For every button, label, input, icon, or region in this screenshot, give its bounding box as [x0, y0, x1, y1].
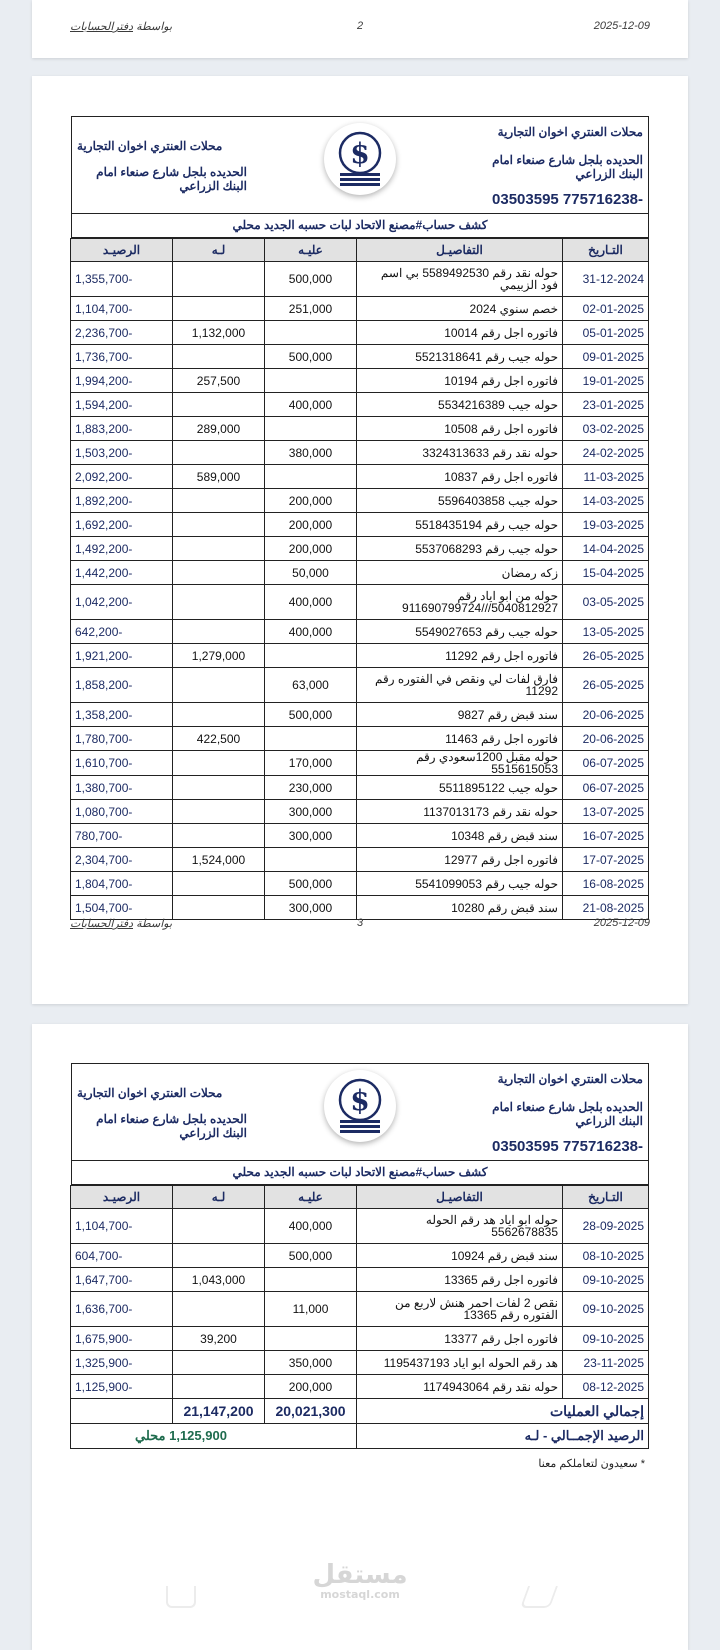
row-balance: -604,700 — [71, 1244, 173, 1268]
company-address-right: الحديده بلجل شارع صنعاء امام البنك الزراعي — [492, 1100, 643, 1128]
row-details: فارق لفات لي ونقص في الفتوره رقم 11292 — [357, 668, 563, 703]
row-debit: 500,000 — [265, 703, 357, 727]
company-address-right: الحديده بلجل شارع صنعاء امام البنك الزراعي — [492, 153, 643, 181]
col-balance-header: الرصيـد — [71, 239, 173, 262]
row-credit — [173, 824, 265, 848]
row-debit: 400,000 — [265, 1209, 357, 1244]
row-date: 16-07-2025 — [563, 824, 649, 848]
row-balance: -1,804,700 — [71, 872, 173, 896]
col-details-header: التفاصيـل — [357, 1186, 563, 1209]
row-credit — [173, 513, 265, 537]
row-details: حوله من ابو اياد رقم 5040812927///911690799724 — [357, 585, 563, 620]
row-details: حوله جيب 5511895122 — [357, 776, 563, 800]
row-details: حوله جيب رقم 5537068293 — [357, 537, 563, 561]
row-balance: -1,355,700 — [71, 262, 173, 297]
row-details: خصم سنوي 2024 — [357, 297, 563, 321]
table-row — [71, 896, 649, 920]
row-debit: 200,000 — [265, 1375, 357, 1399]
row-date: 09-01-2025 — [563, 345, 649, 369]
dollar-logo-icon — [324, 1070, 396, 1142]
statement-document — [71, 1063, 649, 1470]
row-debit — [265, 727, 357, 751]
row-debit — [265, 321, 357, 345]
col-credit-header: لـه — [173, 1186, 265, 1209]
col-debit-header: عليـه — [265, 1186, 357, 1209]
row-details: سند قبض رقم 10924 — [357, 1244, 563, 1268]
row-credit — [173, 751, 265, 776]
row-details: سند قبض رقم 9827 — [357, 703, 563, 727]
row-credit: 1,132,000 — [173, 321, 265, 345]
table-row — [71, 345, 649, 369]
table-row — [71, 824, 649, 848]
row-balance: -1,692,200 — [71, 513, 173, 537]
table-row — [71, 727, 649, 751]
company-name-left: محلات العنتري اخوان التجارية — [77, 1086, 223, 1100]
page-footer — [70, 917, 650, 933]
row-details: حوله جيب رقم 5541099053 — [357, 872, 563, 896]
statement-document — [71, 116, 649, 920]
row-date: 05-01-2025 — [563, 321, 649, 345]
row-date: 19-03-2025 — [563, 513, 649, 537]
row-credit — [173, 703, 265, 727]
row-balance: -1,380,700 — [71, 776, 173, 800]
col-debit-header: عليـه — [265, 239, 357, 262]
row-details: زكه رمضان — [357, 561, 563, 585]
final-balance-value: 1,125,900 محلي — [71, 1424, 357, 1449]
row-debit: 350,000 — [265, 1351, 357, 1375]
watermark-logo: مستقل — [312, 1560, 408, 1590]
row-date: 13-05-2025 — [563, 620, 649, 644]
row-details: فاتوره اجل رقم 12977 — [357, 848, 563, 872]
row-balance: -1,504,700 — [71, 896, 173, 920]
row-details: سند قبض رقم 10348 — [357, 824, 563, 848]
row-balance: -1,921,200 — [71, 644, 173, 668]
row-details: حوله ابو اياد هد رقم الحوله 5562678835 — [357, 1209, 563, 1244]
table-row — [71, 1292, 649, 1327]
row-balance: -1,636,700 — [71, 1292, 173, 1327]
row-details: حوله مقبل 1200سعودي رقم 5515615053 — [357, 751, 563, 776]
row-credit: 1,524,000 — [173, 848, 265, 872]
row-details: حوله نقد رقم 5589492530 بي اسم فود الزبيمي — [357, 262, 563, 297]
table-row — [71, 1351, 649, 1375]
row-date: 23-11-2025 — [563, 1351, 649, 1375]
table-row — [71, 776, 649, 800]
statement-title: كشف حساب#مصنع الاتحاد لبات حسبه الجديد محلي — [71, 214, 649, 238]
row-balance: -1,994,200 — [71, 369, 173, 393]
row-debit: 63,000 — [265, 668, 357, 703]
row-date: 14-03-2025 — [563, 489, 649, 513]
row-balance: -1,647,700 — [71, 1268, 173, 1292]
row-balance: -1,104,700 — [71, 297, 173, 321]
dollar-logo-icon — [324, 123, 396, 195]
row-details: حوله نقد رقم 1174943064 — [357, 1375, 563, 1399]
row-credit — [173, 393, 265, 417]
row-details: فاتوره اجل رقم 11292 — [357, 644, 563, 668]
table-row — [71, 644, 649, 668]
table-row — [71, 489, 649, 513]
row-credit — [173, 537, 265, 561]
row-credit — [173, 561, 265, 585]
row-balance: -1,883,200 — [71, 417, 173, 441]
row-date: 09-10-2025 — [563, 1327, 649, 1351]
col-date-header: التـاريخ — [563, 1186, 649, 1209]
row-credit: 422,500 — [173, 727, 265, 751]
row-credit — [173, 1244, 265, 1268]
row-date: 31-12-2024 — [563, 262, 649, 297]
row-debit: 500,000 — [265, 872, 357, 896]
col-balance-header: الرصيـد — [71, 1186, 173, 1209]
row-details: حوله جيب 5534216389 — [357, 393, 563, 417]
totals-label: إجمالي العمليات — [357, 1399, 649, 1424]
row-credit — [173, 800, 265, 824]
page-footer — [70, 20, 650, 36]
row-credit — [173, 1375, 265, 1399]
row-debit: 500,000 — [265, 262, 357, 297]
table-row — [71, 297, 649, 321]
row-debit: 400,000 — [265, 393, 357, 417]
table-row — [71, 585, 649, 620]
table-row — [71, 321, 649, 345]
table-row — [71, 441, 649, 465]
table-row — [71, 1244, 649, 1268]
totals-empty-cell — [71, 1399, 173, 1424]
table-row — [71, 1209, 649, 1244]
table-row — [71, 369, 649, 393]
row-balance: -1,125,900 — [71, 1375, 173, 1399]
row-details: نقص 2 لفات احمر هنش لاربع من الفتوره رقم 13365 — [357, 1292, 563, 1327]
table-row — [71, 393, 649, 417]
row-date: 02-01-2025 — [563, 297, 649, 321]
row-date: 13-07-2025 — [563, 800, 649, 824]
row-credit: 1,043,000 — [173, 1268, 265, 1292]
row-balance: -1,610,700 — [71, 751, 173, 776]
row-balance: -1,104,700 — [71, 1209, 173, 1244]
footer-page-number: 2 — [356, 20, 364, 32]
row-date: 26-05-2025 — [563, 644, 649, 668]
company-header — [71, 116, 649, 214]
row-credit — [173, 776, 265, 800]
row-balance: -1,442,200 — [71, 561, 173, 585]
thanks-note: * سعيدون لتعاملكم معنا — [538, 1458, 645, 1470]
row-credit — [173, 620, 265, 644]
watermark — [312, 1560, 407, 1601]
table-row — [71, 537, 649, 561]
row-balance: -2,236,700 — [71, 321, 173, 345]
row-details: فاتوره اجل رقم 10014 — [357, 321, 563, 345]
row-details: حوله نقد رقم 3324313633 — [357, 441, 563, 465]
table-row — [71, 800, 649, 824]
statement-table — [70, 238, 649, 920]
row-credit — [173, 345, 265, 369]
row-debit — [265, 1268, 357, 1292]
row-date: 21-08-2025 — [563, 896, 649, 920]
row-debit: 500,000 — [265, 345, 357, 369]
row-debit — [265, 465, 357, 489]
footer-credit-link[interactable]: دفترالحسابات — [70, 918, 133, 930]
table-body — [71, 262, 649, 920]
row-debit — [265, 417, 357, 441]
company-phone: 03503595 775716238- — [492, 1138, 643, 1155]
company-address-left: الحديده بلجل شارع صنعاء امام البنك الزراعي — [96, 1112, 247, 1140]
row-balance: -1,780,700 — [71, 727, 173, 751]
table-row — [71, 620, 649, 644]
table-row — [71, 1327, 649, 1351]
row-date: 11-03-2025 — [563, 465, 649, 489]
footer-credit: بواسطة دفترالحسابات — [70, 918, 173, 930]
footer-page-number: 3 — [356, 917, 364, 929]
row-credit — [173, 585, 265, 620]
row-debit: 500,000 — [265, 1244, 357, 1268]
row-details: فاتوره اجل رقم 10194 — [357, 369, 563, 393]
row-debit: 400,000 — [265, 620, 357, 644]
row-balance: -1,858,200 — [71, 668, 173, 703]
row-date: 08-12-2025 — [563, 1375, 649, 1399]
table-body — [71, 1209, 649, 1399]
row-details: فاتوره اجل رقم 10837 — [357, 465, 563, 489]
row-details: حوله جيب 5596403858 — [357, 489, 563, 513]
row-balance: -1,503,200 — [71, 441, 173, 465]
row-credit — [173, 1292, 265, 1327]
row-date: 16-08-2025 — [563, 872, 649, 896]
row-debit: 170,000 — [265, 751, 357, 776]
row-credit — [173, 896, 265, 920]
row-date: 14-04-2025 — [563, 537, 649, 561]
row-debit: 50,000 — [265, 561, 357, 585]
row-balance: -1,594,200 — [71, 393, 173, 417]
row-date: 20-06-2025 — [563, 727, 649, 751]
company-phone: 03503595 775716238- — [492, 191, 643, 208]
row-debit — [265, 848, 357, 872]
row-details: حوله جيب رقم 5518435194 — [357, 513, 563, 537]
footer-credit-link[interactable]: دفترالحسابات — [70, 21, 133, 33]
company-header — [71, 1063, 649, 1161]
row-balance: -1,675,900 — [71, 1327, 173, 1351]
row-credit — [173, 297, 265, 321]
row-credit: 39,200 — [173, 1327, 265, 1351]
row-credit: 289,000 — [173, 417, 265, 441]
table-row — [71, 1268, 649, 1292]
row-debit: 11,000 — [265, 1292, 357, 1327]
credit-total: 21,147,200 — [173, 1399, 265, 1424]
row-credit — [173, 872, 265, 896]
table-row — [71, 668, 649, 703]
row-debit: 200,000 — [265, 513, 357, 537]
row-details: هد رقم الحوله ابو اياد 1195437193 — [357, 1351, 563, 1375]
row-date: 08-10-2025 — [563, 1244, 649, 1268]
row-debit — [265, 644, 357, 668]
row-date: 03-02-2025 — [563, 417, 649, 441]
page-3 — [32, 76, 688, 1004]
row-details: فاتوره اجل رقم 13365 — [357, 1268, 563, 1292]
row-details: حوله جيب رقم 5521318641 — [357, 345, 563, 369]
table-row — [71, 513, 649, 537]
watermark-url: mostaql.com — [320, 1588, 400, 1601]
row-details: سند قبض رقم 10280 — [357, 896, 563, 920]
row-balance: -1,325,900 — [71, 1351, 173, 1375]
row-debit — [265, 369, 357, 393]
totals-row — [71, 1399, 649, 1424]
table-row — [71, 872, 649, 896]
table-row — [71, 1375, 649, 1399]
row-balance: -642,200 — [71, 620, 173, 644]
row-balance: -1,492,200 — [71, 537, 173, 561]
table-row — [71, 703, 649, 727]
footer-date: 2025-12-09 — [593, 20, 650, 32]
svg-text:$: $ — [350, 137, 370, 170]
row-debit: 230,000 — [265, 776, 357, 800]
company-name-right: محلات العنتري اخوان التجارية — [497, 1072, 643, 1086]
page-2-tail — [32, 0, 688, 58]
row-date: 06-07-2025 — [563, 776, 649, 800]
row-credit: 589,000 — [173, 465, 265, 489]
row-debit: 380,000 — [265, 441, 357, 465]
page-4 — [32, 1024, 688, 1650]
table-header-row — [71, 1186, 649, 1209]
row-details: فاتوره اجل رقم 13377 — [357, 1327, 563, 1351]
row-credit: 257,500 — [173, 369, 265, 393]
debit-total: 20,021,300 — [265, 1399, 357, 1424]
row-balance: -2,304,700 — [71, 848, 173, 872]
table-header-row — [71, 239, 649, 262]
row-balance: -1,080,700 — [71, 800, 173, 824]
row-debit: 251,000 — [265, 297, 357, 321]
row-details: حوله جيب رقم 5549027653 — [357, 620, 563, 644]
row-details: فاتوره اجل رقم 10508 — [357, 417, 563, 441]
row-details: حوله نقد رقم 1137013173 — [357, 800, 563, 824]
row-credit: 1,279,000 — [173, 644, 265, 668]
table-row — [71, 751, 649, 776]
row-credit — [173, 262, 265, 297]
row-credit — [173, 1351, 265, 1375]
table-row — [71, 561, 649, 585]
company-name-right: محلات العنتري اخوان التجارية — [497, 125, 643, 139]
row-balance: -1,042,200 — [71, 585, 173, 620]
row-debit — [265, 1327, 357, 1351]
statement-title: كشف حساب#مصنع الاتحاد لبات حسبه الجديد محلي — [71, 1161, 649, 1185]
row-balance: -1,736,700 — [71, 345, 173, 369]
final-balance-row — [71, 1424, 649, 1449]
row-debit: 400,000 — [265, 585, 357, 620]
row-balance: -780,700 — [71, 824, 173, 848]
company-address-left: الحديده بلجل شارع صنعاء امام البنك الزراعي — [96, 165, 247, 193]
svg-text:$: $ — [350, 1084, 370, 1117]
row-credit — [173, 1209, 265, 1244]
row-date: 17-07-2025 — [563, 848, 649, 872]
row-debit: 300,000 — [265, 800, 357, 824]
footer-date: 2025-12-09 — [593, 917, 650, 929]
col-credit-header: لـه — [173, 239, 265, 262]
row-details: فاتوره اجل رقم 11463 — [357, 727, 563, 751]
row-date: 28-09-2025 — [563, 1209, 649, 1244]
row-date: 19-01-2025 — [563, 369, 649, 393]
row-date: 03-05-2025 — [563, 585, 649, 620]
row-balance: -1,892,200 — [71, 489, 173, 513]
row-debit: 200,000 — [265, 537, 357, 561]
row-balance: -1,358,200 — [71, 703, 173, 727]
company-name-left: محلات العنتري اخوان التجارية — [77, 139, 223, 153]
footer-credit: بواسطة دفترالحسابات — [70, 21, 173, 33]
table-row — [71, 262, 649, 297]
row-credit — [173, 668, 265, 703]
row-debit: 200,000 — [265, 489, 357, 513]
table-row — [71, 848, 649, 872]
row-balance: -2,092,200 — [71, 465, 173, 489]
col-details-header: التفاصيـل — [357, 239, 563, 262]
row-date: 24-02-2025 — [563, 441, 649, 465]
row-date: 20-06-2025 — [563, 703, 649, 727]
row-date: 23-01-2025 — [563, 393, 649, 417]
final-balance-label: الرصيد الإجمــالي - لـه — [357, 1424, 649, 1449]
row-date: 26-05-2025 — [563, 668, 649, 703]
table-row — [71, 417, 649, 441]
row-debit: 300,000 — [265, 824, 357, 848]
row-date: 15-04-2025 — [563, 561, 649, 585]
row-credit — [173, 489, 265, 513]
col-date-header: التـاريخ — [563, 239, 649, 262]
row-date: 06-07-2025 — [563, 751, 649, 776]
statement-table — [70, 1185, 649, 1449]
left-nav-button[interactable] — [166, 1586, 196, 1608]
row-credit — [173, 441, 265, 465]
table-row — [71, 465, 649, 489]
row-date: 09-10-2025 — [563, 1268, 649, 1292]
row-date: 09-10-2025 — [563, 1292, 649, 1327]
row-debit: 300,000 — [265, 896, 357, 920]
